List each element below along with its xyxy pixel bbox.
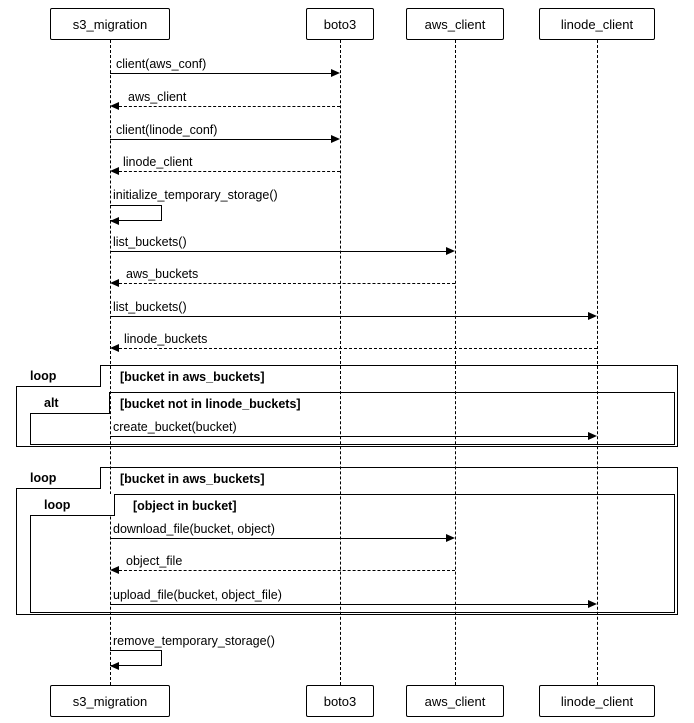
message-label-list-buckets-linode: list_buckets() (113, 300, 187, 314)
message-arrow-download-file (446, 534, 455, 542)
fragment-alt-bucket-missing-kind: alt (44, 396, 59, 410)
message-label-initialize-temporary-storage: initialize_temporary_storage() (113, 188, 278, 202)
message-arrow-client-linode-conf (331, 135, 340, 143)
actor-header-s3-migration (50, 8, 170, 40)
message-arrow-list-buckets-linode (588, 312, 597, 320)
message-line-upload-file (110, 604, 588, 605)
fragment-alt-bucket-missing-condition: [bucket not in linode_buckets] (120, 397, 301, 411)
actor-header-boto3 (306, 8, 374, 40)
message-label-list-buckets-aws: list_buckets() (113, 235, 187, 249)
message-line-aws-client-return (119, 106, 340, 107)
actor-footer-boto3-label: boto3 (323, 693, 357, 709)
actor-footer-boto3 (306, 685, 374, 717)
message-arrow-aws-buckets (110, 279, 119, 287)
message-label-download-file: download_file(bucket, object) (113, 522, 275, 536)
fragment-loop-objects-condition: [object in bucket] (133, 499, 237, 513)
message-label-upload-file: upload_file(bucket, object_file) (113, 588, 282, 602)
message-arrow-remove-temporary-storage (110, 662, 119, 670)
actor-header-aws-client (406, 8, 504, 40)
message-label-client-linode-conf: client(linode_conf) (116, 123, 218, 137)
message-line-list-buckets-linode (110, 316, 588, 317)
message-line-create-bucket (110, 436, 588, 437)
fragment-loop-buckets-transfer-condition: [bucket in aws_buckets] (120, 472, 265, 486)
message-arrow-linode-buckets (110, 344, 119, 352)
message-label-linode-client-return: linode_client (123, 155, 193, 169)
message-line-linode-buckets (119, 348, 597, 349)
actor-footer-s3-migration (50, 685, 170, 717)
message-line-linode-client-return (119, 171, 340, 172)
message-label-aws-client-return: aws_client (128, 90, 187, 104)
fragment-loop-buckets-transfer-tab (16, 467, 101, 489)
fragment-loop-buckets-create-condition: [bucket in aws_buckets] (120, 370, 265, 384)
actor-footer-s3-migration-label: s3_migration (72, 693, 148, 709)
actor-header-linode-client (539, 8, 655, 40)
message-arrow-linode-client-return (110, 167, 119, 175)
message-line-download-file (110, 538, 446, 539)
fragment-loop-buckets-create-tab (16, 365, 101, 387)
actor-header-aws-client-label: aws_client (424, 16, 486, 32)
message-line-client-aws-conf (110, 73, 331, 74)
fragment-loop-buckets-transfer-kind: loop (30, 471, 57, 485)
message-arrow-object-file (110, 566, 119, 574)
fragment-loop-objects-kind: loop (44, 498, 71, 512)
message-arrow-create-bucket (588, 432, 597, 440)
fragment-loop-buckets-create-kind: loop (30, 369, 57, 383)
message-line-object-file (119, 570, 455, 571)
message-label-aws-buckets: aws_buckets (126, 267, 199, 281)
message-label-client-aws-conf: client(aws_conf) (116, 57, 207, 71)
actor-footer-aws-client-label: aws_client (424, 693, 486, 709)
fragment-loop-objects-tab (30, 494, 115, 516)
message-arrow-upload-file (588, 600, 597, 608)
message-arrow-initialize-temporary-storage (110, 217, 119, 225)
actor-header-boto3-label: boto3 (323, 16, 357, 32)
actor-footer-linode-client-label: linode_client (560, 693, 634, 709)
message-line-list-buckets-aws (110, 251, 446, 252)
message-label-object-file: object_file (126, 554, 183, 568)
message-label-linode-buckets: linode_buckets (124, 332, 208, 346)
actor-footer-linode-client (539, 685, 655, 717)
actor-footer-aws-client (406, 685, 504, 717)
message-arrow-list-buckets-aws (446, 247, 455, 255)
actor-header-linode-client-label: linode_client (560, 16, 634, 32)
message-line-aws-buckets (119, 283, 455, 284)
actor-header-s3-migration-label: s3_migration (72, 16, 148, 32)
message-label-create-bucket: create_bucket(bucket) (113, 420, 237, 434)
message-label-remove-temporary-storage: remove_temporary_storage() (113, 634, 275, 648)
fragment-alt-bucket-missing-tab (30, 392, 110, 414)
message-arrow-aws-client-return (110, 102, 119, 110)
message-arrow-client-aws-conf (331, 69, 340, 77)
message-line-client-linode-conf (110, 139, 331, 140)
